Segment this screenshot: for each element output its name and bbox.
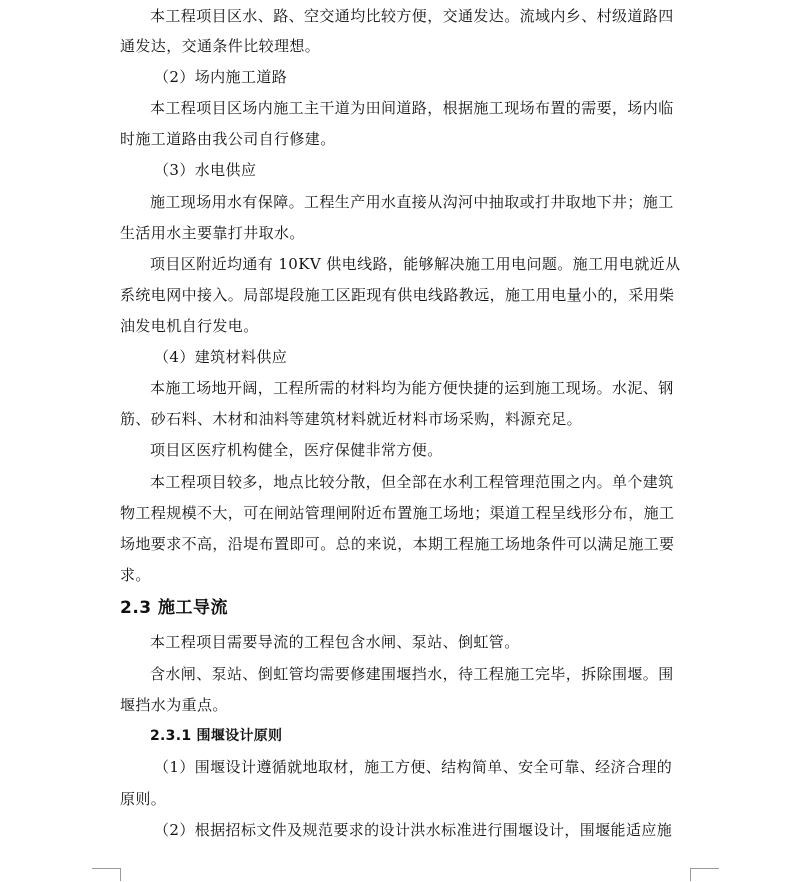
subsection-heading: 2.3.1 围堰设计原则 — [150, 728, 283, 744]
section-heading: 2.3 施工导流 — [120, 598, 229, 618]
paragraph-line: 含水闸、泵站、倒虹管均需要修建围堰挡水，待工程施工完毕，拆除围堰。围 — [150, 665, 674, 683]
paragraph-line: 求。 — [120, 566, 151, 584]
paragraph-line: 项目区医疗机构健全，医疗保健非常方便。 — [150, 441, 443, 459]
crop-mark-left — [92, 868, 121, 881]
paragraph-line: （1）围堰设计遵循就地取材，施工方便、结构简单、安全可靠、经济合理的 — [154, 758, 673, 776]
paragraph-line: 时施工道路由我公司自行修建。 — [120, 130, 336, 148]
paragraph-line: （2）根据招标文件及规范要求的设计洪水标准进行围堰设计，围堰能适应施 — [154, 821, 673, 839]
paragraph-line: 油发电机自行发电。 — [120, 317, 259, 335]
paragraph-line: 原则。 — [120, 790, 167, 808]
paragraph-line: 生活用水主要靠打井取水。 — [120, 224, 305, 242]
paragraph-line: 本工程项目区场内施工主干道为田间道路，根据施工现场布置的需要，场内临 — [150, 99, 674, 117]
paragraph-line: 物工程规模不大，可在闸站管理闸附近布置施工场地；渠道工程呈线形分布，施工 — [120, 504, 675, 522]
paragraph-line: 本工程项目需要导流的工程包含水闸、泵站、倒虹管。 — [150, 633, 520, 651]
paragraph-line: 筋、砂石料、木材和油料等建筑材料就近材料市场采购，料源充足。 — [120, 410, 583, 428]
paragraph-line: 施工现场用水有保障。工程生产用水直接从沟河中抽取或打井取地下井；施工 — [150, 193, 674, 211]
paragraph-line: 本工程项目较多，地点比较分散，但全部在水利工程管理范围之内。单个建筑 — [150, 473, 674, 491]
paragraph-line: 系统电网中接入。局部堤段施工区距现有供电线路教远，施工用电量小的，采用柴 — [120, 286, 675, 304]
paragraph-line: 场地要求不高，沿堤布置即可。总的来说，本期工程施工场地条件可以满足施工要 — [120, 535, 675, 553]
paragraph-line: 通发达，交通条件比较理想。 — [120, 37, 321, 55]
paragraph-line: 堰挡水为重点。 — [120, 696, 228, 714]
list-heading: （3）水电供应 — [154, 161, 257, 179]
crop-mark-right — [690, 868, 719, 881]
list-heading: （2）场内施工道路 — [154, 68, 288, 86]
list-heading: （4）建筑材料供应 — [154, 348, 288, 366]
paragraph-line: 本施工场地开阔，工程所需的材料均为能方便快捷的运到施工现场。水泥、钢 — [150, 379, 674, 397]
paragraph-line: 本工程项目区水、路、空交通均比较方便，交通发达。流域内乡、村级道路四 — [150, 7, 674, 25]
paragraph-line: 项目区附近均通有 10KV 供电线路，能够解决施工用电问题。施工用电就近从 — [150, 255, 681, 273]
